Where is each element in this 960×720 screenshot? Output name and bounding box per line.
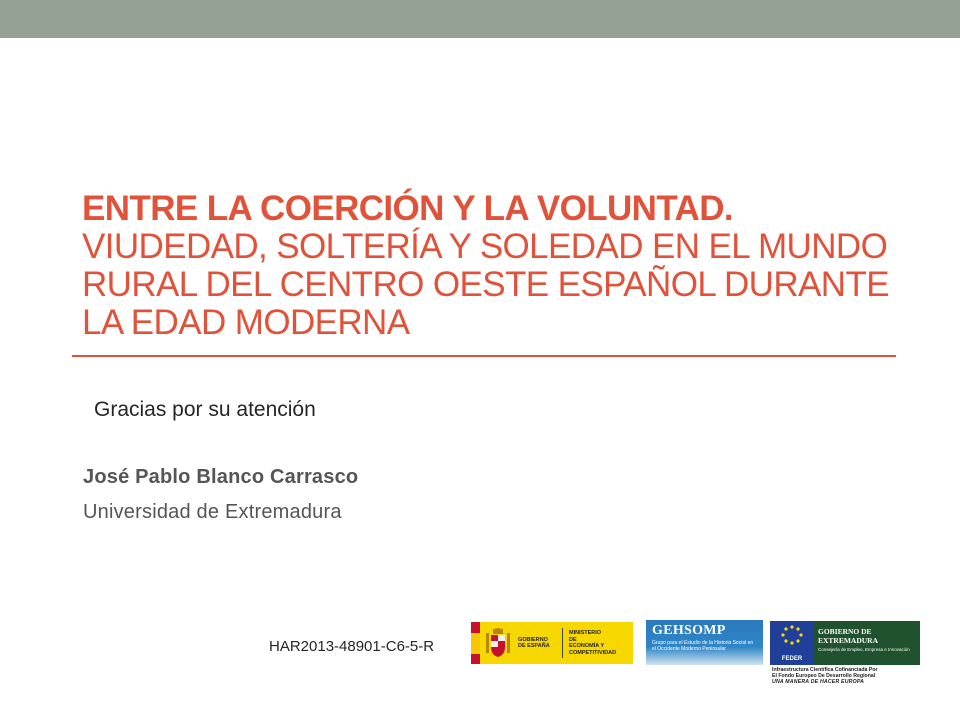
coat-of-arms-icon [484,626,512,660]
feder-note [772,667,920,686]
title-divider [72,355,896,357]
university-name: Universidad de Extremadura [83,501,342,523]
gehsomp-name: GEHSOMP [652,623,726,638]
feder-note-line1: Infraestructura Científica Cofinanciada Por [772,667,878,673]
consejeria-text: Consejería de Empleo, Empresa e Innovación [818,647,910,652]
gobierno-espana-logo [471,622,633,664]
feder-note-line2: El Fondo Europeo De Desarrollo Regional [772,673,876,680]
gobierno-extremadura-text: GOBIERNO DE EXTREMADURA [818,627,878,645]
thanks-text: Gracias por su atención [94,398,316,421]
gehsomp-subtitle: Grupo para el Estudio de la Historia Social en el Occidente Moderno Peninsular [652,640,754,652]
gobierno-espana-text: GOBIERNO DE ESPAÑA [518,636,550,649]
grant-code: HAR2013-48901-C6-5-R [269,638,435,655]
slide-title [82,190,902,342]
spain-flag-icon [471,622,480,664]
top-bar [0,0,960,38]
feder-label: FEDER [781,656,803,662]
feder-note-line3: UNA MANERA DE HACER EUROPA [772,679,865,686]
title-rest-part: VIUDEDAD, SOLTERÍA Y SOLEDAD EN EL MUNDO RURAL DEL CENTRO OESTE ESPAÑOL DURANTE LA EDAD MODERNA [82,227,889,342]
title-bold-part: ENTRE LA COERCIÓN Y LA VOLUNTAD. [82,189,734,228]
gehsomp-logo [646,620,763,665]
eu-flag-icon [770,621,814,665]
extremadura-feder-logo [770,621,920,665]
ministerio-text: MINISTERIO DE ECONOMÍA Y COMPETITIVIDAD [569,630,617,656]
author-name: José Pablo Blanco Carrasco [83,466,359,488]
